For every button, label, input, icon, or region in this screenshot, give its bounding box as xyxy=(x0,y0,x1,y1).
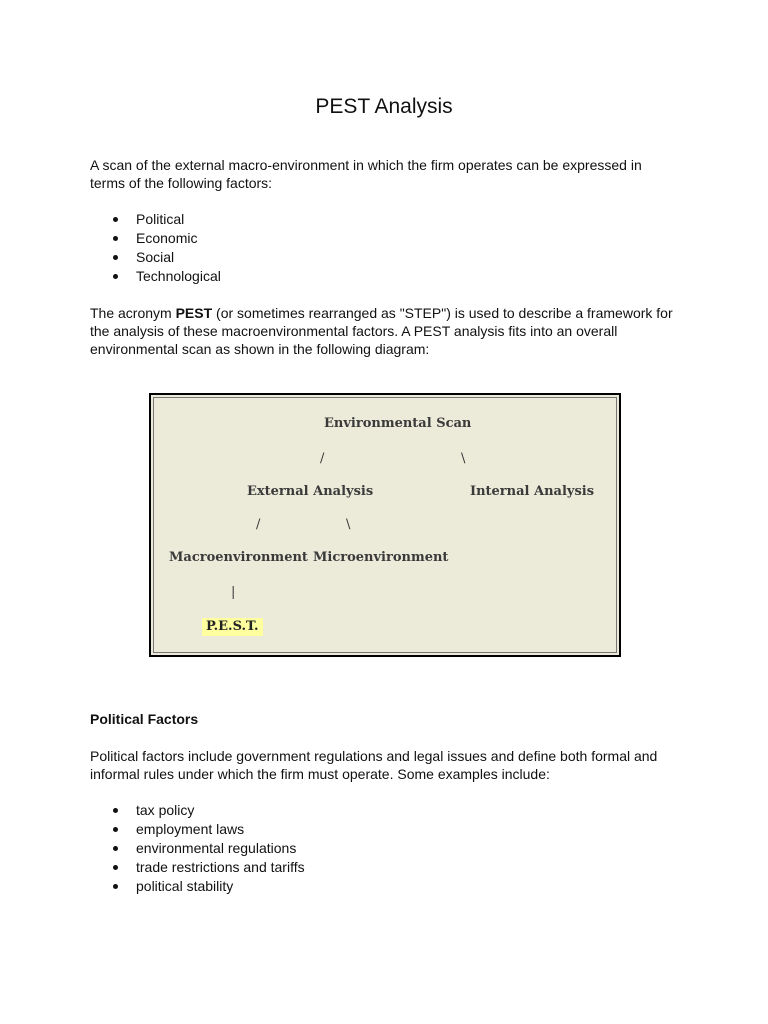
connector-slash: / xyxy=(320,451,325,466)
example-text: employment laws xyxy=(136,821,245,837)
list-item xyxy=(90,858,305,877)
political-paragraph: Political factors include government regulations and legal issues and define both formal and informal rules under which the firm must operate. Some examples include: xyxy=(90,748,658,782)
political-examples-list xyxy=(90,801,305,896)
list-item xyxy=(90,839,305,858)
example-text: trade restrictions and tariffs xyxy=(136,859,305,875)
bullet-icon xyxy=(113,236,118,241)
node-internal-analysis: Internal Analysis xyxy=(470,484,595,499)
factor-rest: echnological xyxy=(143,268,221,284)
acronym-after: (or sometimes rearranged as "STEP") is used to describe a framework for the analysis of these macroenvironmental factors. A PEST analysis fits into an overall environmental scan as shown in the following diagram: xyxy=(90,305,673,357)
page-title: PEST Analysis xyxy=(315,95,453,118)
list-item xyxy=(90,210,221,229)
bullet-icon xyxy=(113,846,118,851)
acronym-paragraph xyxy=(90,304,680,358)
bullet-icon xyxy=(113,217,118,222)
factor-initial: E xyxy=(136,230,146,246)
bullet-icon xyxy=(113,255,118,260)
list-item xyxy=(90,267,221,286)
node-pest: P.E.S.T. xyxy=(202,618,263,636)
connector-backslash: \ xyxy=(346,517,351,532)
bullet-icon xyxy=(113,274,118,279)
acronym-bold: PEST xyxy=(175,305,213,321)
factor-initial: P xyxy=(136,211,146,227)
connector-backslash: \ xyxy=(461,451,466,466)
factor-initial: S xyxy=(136,249,146,265)
factor-rest: ocial xyxy=(145,249,175,265)
political-factors-heading: Political Factors xyxy=(90,711,199,727)
bullet-icon xyxy=(113,865,118,870)
node-external-analysis: External Analysis xyxy=(247,484,374,499)
factor-rest: conomic xyxy=(145,230,198,246)
node-environmental-scan: Environmental Scan xyxy=(324,416,472,431)
acronym-before: The acronym xyxy=(90,305,176,321)
bullet-icon xyxy=(113,827,118,832)
factor-initial: T xyxy=(136,268,143,284)
bullet-icon xyxy=(113,884,118,889)
list-item xyxy=(90,248,221,267)
pest-factor-list xyxy=(90,210,221,286)
factor-rest: olitical xyxy=(145,211,185,227)
list-item xyxy=(90,877,305,896)
example-text: environmental regulations xyxy=(136,840,297,856)
node-macroenvironment: Macroenvironment xyxy=(169,550,308,565)
node-microenvironment: Microenvironment xyxy=(313,550,449,565)
bullet-icon xyxy=(113,808,118,813)
example-text: tax policy xyxy=(136,802,195,818)
connector-slash: / xyxy=(256,517,261,532)
connector-pipe: | xyxy=(231,585,236,600)
example-text: political stability xyxy=(136,878,234,894)
list-item xyxy=(90,229,221,248)
diagram-inner-border xyxy=(153,397,617,653)
environmental-scan-diagram xyxy=(149,393,621,657)
list-item xyxy=(90,820,305,839)
intro-paragraph: A scan of the external macro-environment in which the firm operates can be expressed in terms of the following factors: xyxy=(90,157,642,191)
list-item xyxy=(90,801,305,820)
